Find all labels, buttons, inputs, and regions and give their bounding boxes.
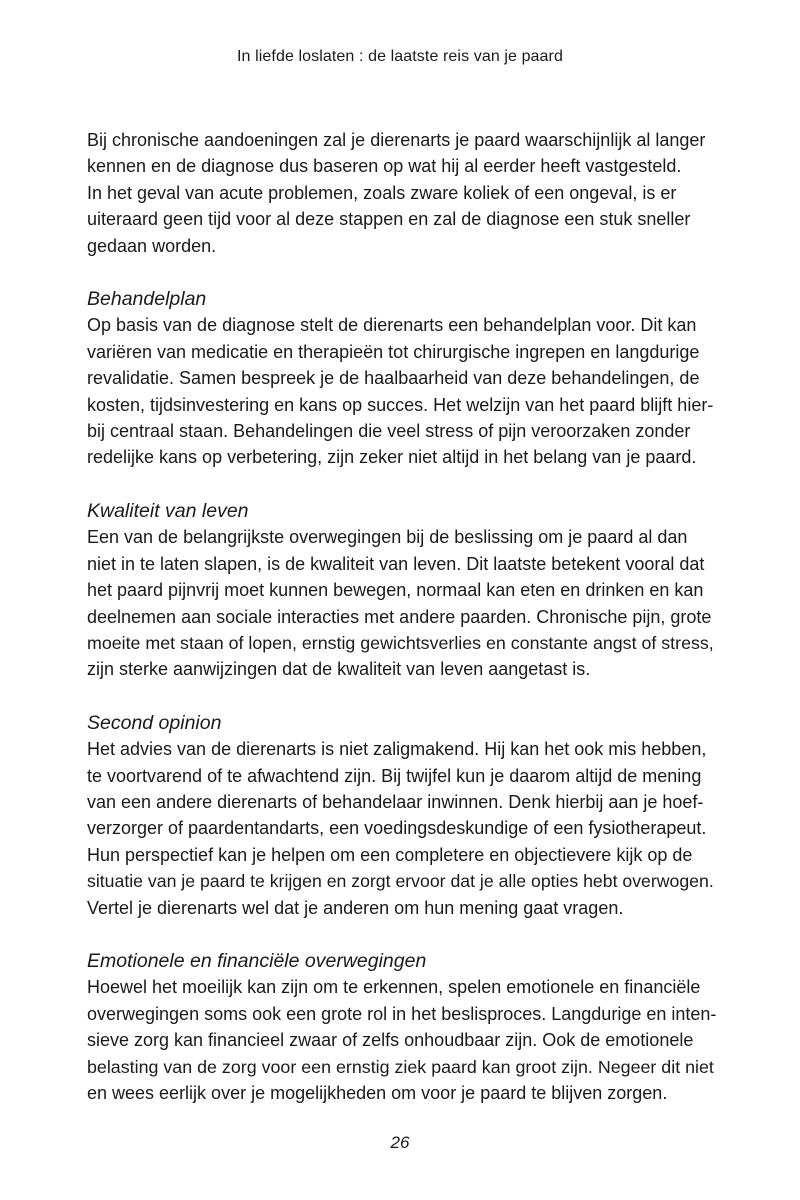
text-line: en wees eerlijk over je mogelijkheden om voor je paard te blijven zorgen. — [87, 1083, 668, 1103]
text-line: In het geval van acute problemen, zoals zware koliek of een ongeval, is er — [87, 182, 677, 203]
intro-paragraph — [87, 127, 717, 259]
text-line: Hun perspectief kan je helpen om een completere en objectievere kijk op de — [87, 844, 693, 865]
text-line: kennen en de diagnose dus baseren op wat hij al eerder heeft vastgesteld. — [87, 156, 682, 177]
text-line: zijn sterke aanwijzingen dat de kwaliteit van leven aangetast is. — [87, 659, 591, 680]
text-line: sieve zorg kan financieel zwaar of zelfs onhoudbaar zijn. Ook de emotionele — [87, 1030, 694, 1051]
section-heading: Kwaliteit van leven — [87, 499, 249, 522]
section-heading: Second opinion — [87, 711, 222, 734]
text-line: overwegingen soms ook een grote rol in het beslisproces. Langdurige en inten- — [87, 1003, 717, 1024]
text-line: situatie van je paard te krijgen en zorgt ervoor dat je alle opties hebt overwogen. — [87, 871, 714, 892]
text-line: Het advies van de dierenarts is niet zaligmakend. Hij kan het ook mis hebben, — [87, 739, 707, 760]
text-line: belasting van de zorg voor een ernstig ziek paard kan groot zijn. Negeer dit niet — [87, 1056, 714, 1077]
text-line: uiteraard geen tijd voor al deze stappen en zal de diagnose een stuk sneller — [87, 209, 691, 230]
text-line: Bij chronische aandoeningen zal je dierenarts je paard waarschijnlijk al langer — [87, 130, 706, 150]
section-emotionele-en-financiele-overwegingen — [87, 948, 717, 1106]
text-line: gedaan worden. — [87, 235, 217, 256]
text-line: revalidatie. Samen bespreek je de haalbaarheid van deze behandelingen, de — [87, 368, 700, 389]
section-heading: Behandelplan — [87, 288, 207, 311]
section-behandelplan — [87, 286, 717, 471]
text-line: deelnemen aan sociale interacties met andere paarden. Chronische pijn, grote — [87, 606, 712, 627]
text-line: Vertel je dierenarts wel dat je anderen om hun mening gaat vragen. — [87, 897, 624, 918]
text-line: het paard pijnvrij moet kunnen bewegen, normaal kan eten en drinken en kan — [87, 580, 704, 601]
text-line: Op basis van de diagnose stelt de dierenarts een behandelplan voor. Dit kan — [87, 315, 697, 336]
text-line: van een andere dierenarts of behandelaar inwinnen. Denk hierbij aan je hoef- — [87, 791, 704, 812]
running-header: In liefde loslaten : de laatste reis van je paard — [237, 48, 563, 65]
page-number: 26 — [390, 1133, 410, 1152]
text-line: variëren van medicatie en therapieën tot chirurgische ingrepen en langdurige — [87, 341, 700, 362]
text-line: bij centraal staan. Behandelingen die veel stress of pijn veroorzaken zonder — [87, 421, 691, 442]
text-line: verzorger of paardentandarts, een voedingsdeskundige of een fysiotherapeut. — [87, 818, 707, 839]
text-line: moeite met staan of lopen, ernstig gewichtsverlies en constante angst of stress, — [87, 632, 714, 653]
text-line: niet in te laten slapen, is de kwaliteit van leven. Dit laatste betekent vooral dat — [87, 553, 705, 574]
text-line: te voortvarend of te afwachtend zijn. Bij twijfel kun je daarom altijd de mening — [87, 765, 702, 786]
section-heading: Emotionele en financiële overwegingen — [87, 949, 427, 972]
text-line: kosten, tijdsinvestering en kans op succes. Het welzijn van het paard blijft hier- — [87, 394, 714, 415]
text-line: redelijke kans op verbetering, zijn zeker niet altijd in het belang van je paard. — [87, 447, 697, 468]
text-line: Een van de belangrijkste overwegingen bij de beslissing om je paard al dan — [87, 527, 688, 548]
section-kwaliteit-van-leven — [87, 498, 717, 683]
text-line: Hoewel het moeilijk kan zijn om te erkennen, spelen emotionele en financiële — [87, 977, 701, 998]
body-text — [87, 127, 717, 1106]
section-second-opinion — [87, 710, 717, 921]
